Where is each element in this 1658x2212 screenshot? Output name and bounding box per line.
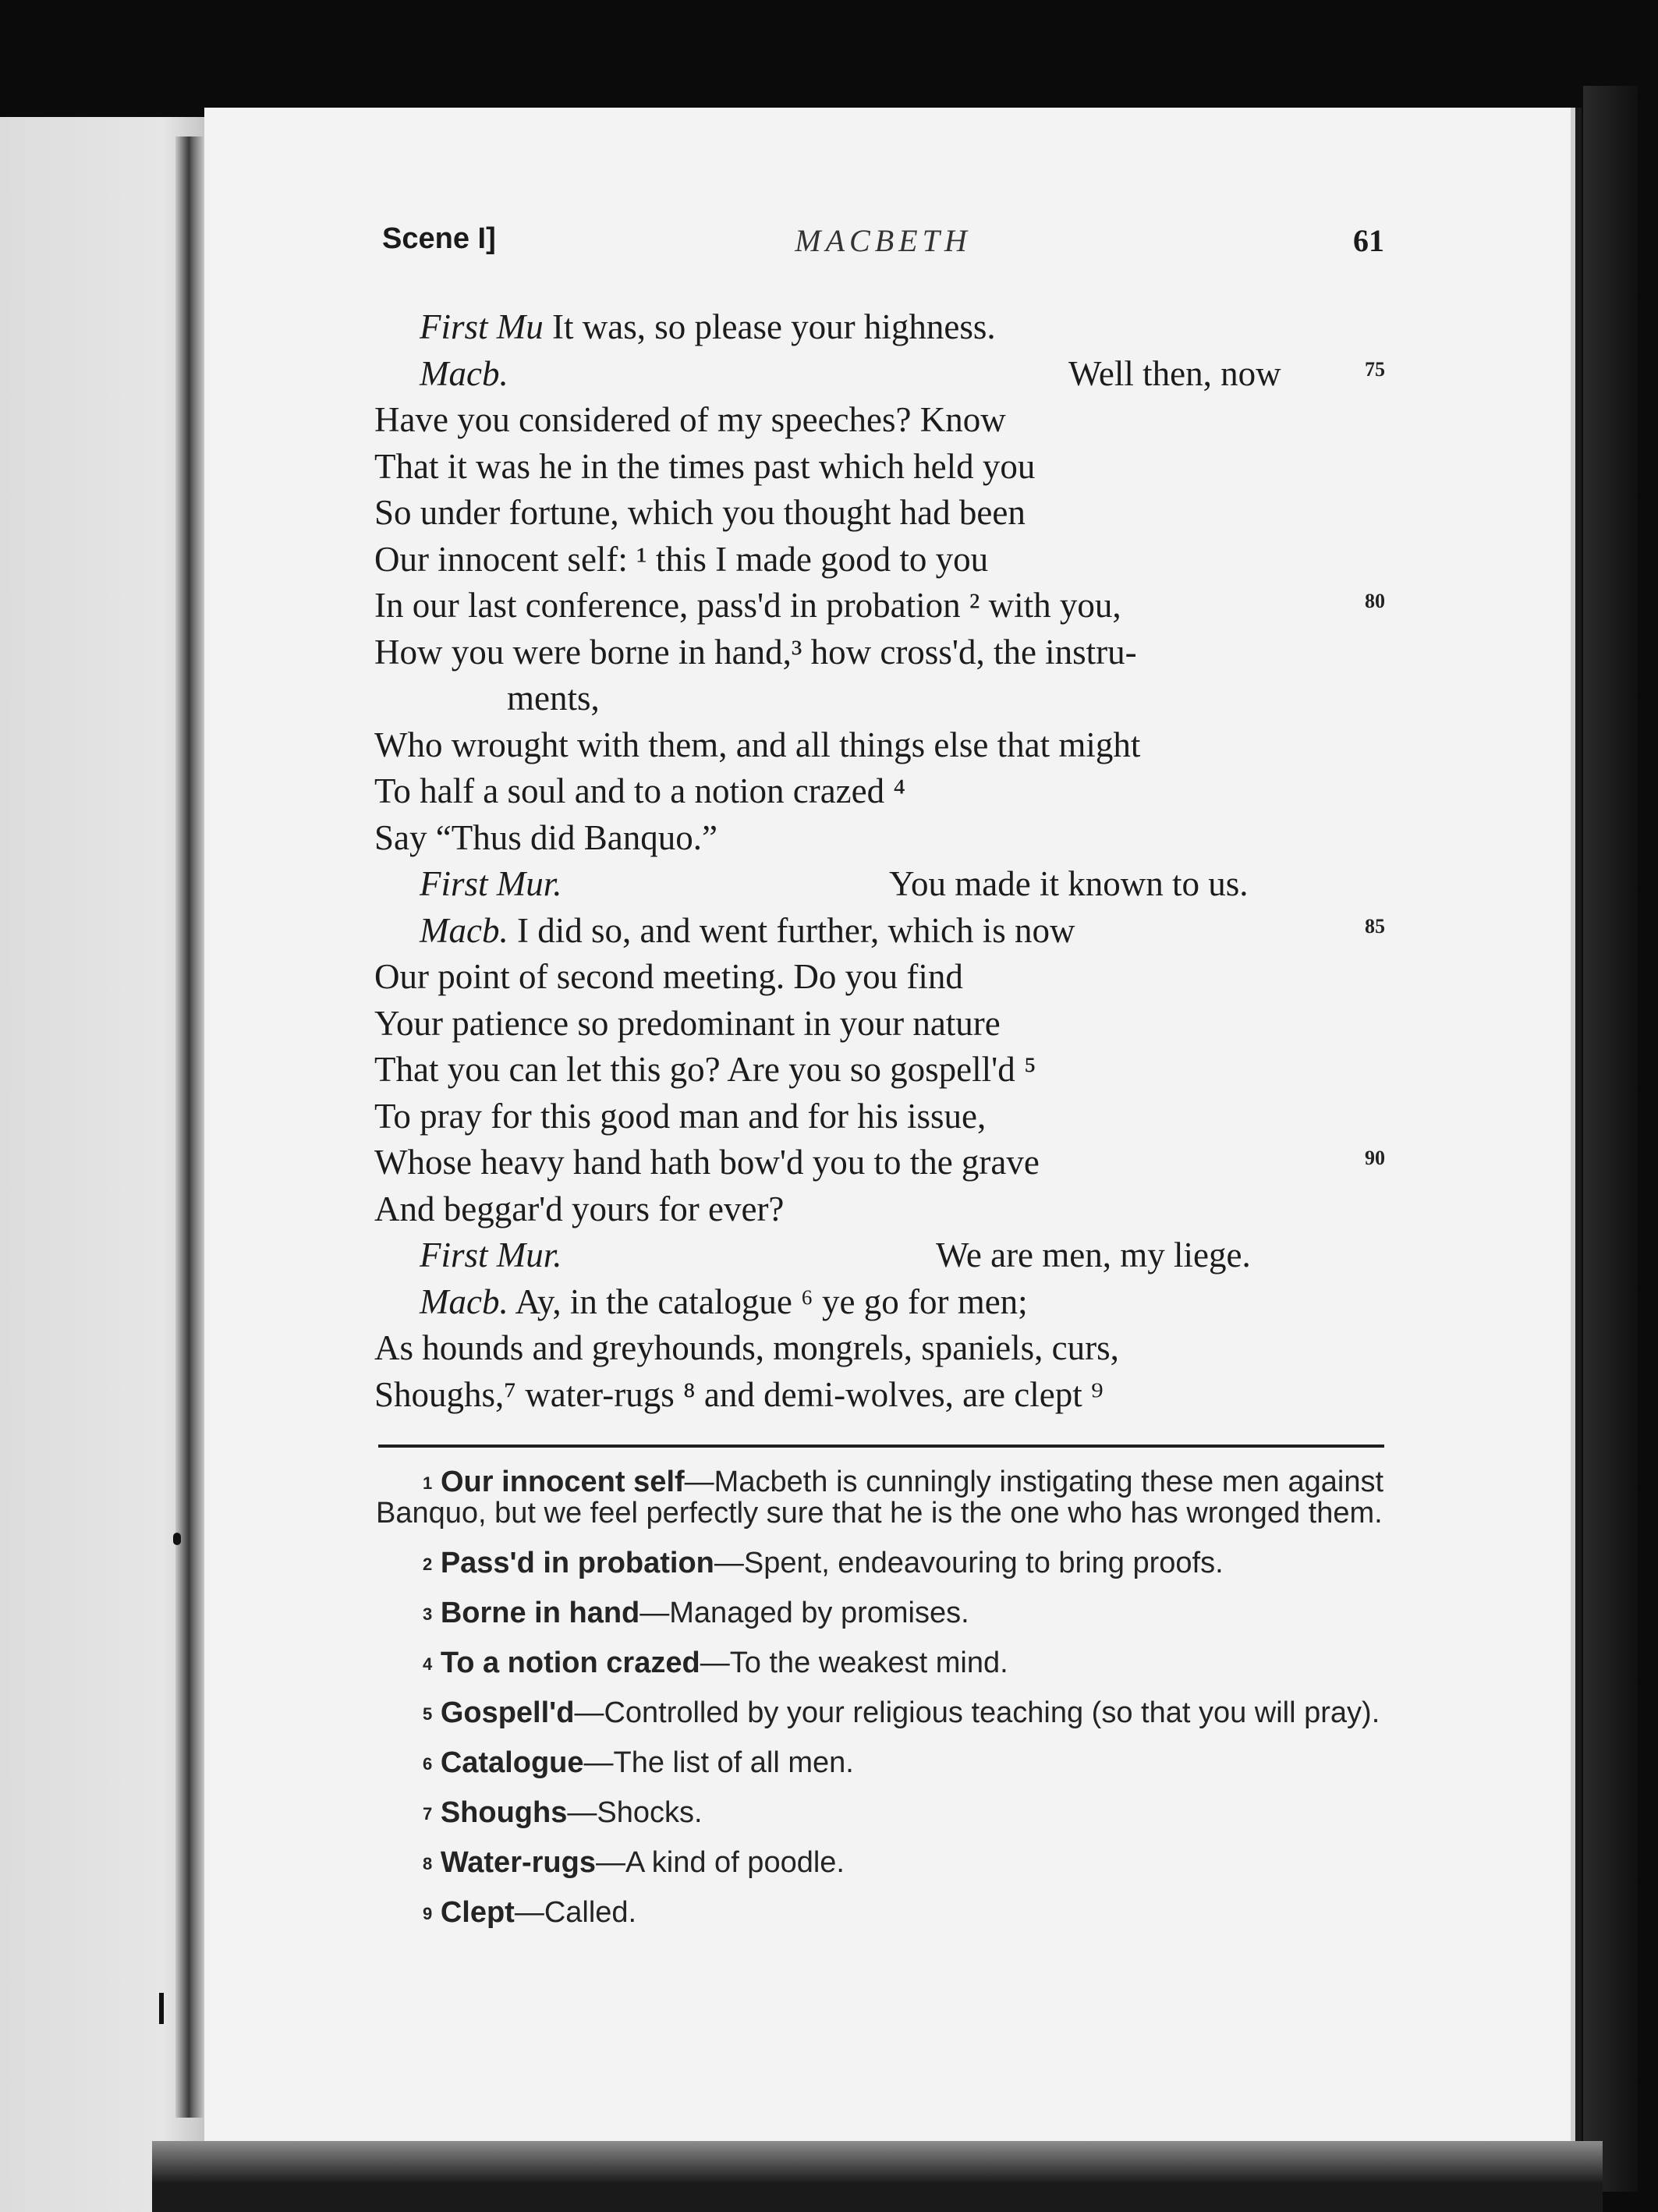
verse-line: [374, 675, 1388, 722]
footnote-text: Managed by promises.: [669, 1597, 969, 1629]
verse-text: That it was he in the times past which held you: [374, 446, 1036, 486]
verse-line: [374, 1186, 1388, 1233]
footnote: [376, 1466, 1383, 1529]
verse-line: [374, 1372, 1388, 1419]
em-dash: —: [639, 1597, 670, 1629]
verse-line: [374, 304, 1388, 351]
page-number: 61: [1353, 223, 1384, 258]
verse-text: Our point of second meeting. Do you find: [374, 957, 963, 996]
footnote: [376, 1597, 1383, 1629]
speaker-name: Macb.: [420, 353, 508, 393]
verse-line: [374, 629, 1388, 676]
footnote-number: 8: [423, 1854, 433, 1873]
speaker-name: Macb.: [420, 910, 508, 950]
em-dash: —: [595, 1846, 625, 1879]
verse-line: [374, 1001, 1388, 1048]
verse-text: You made it known to us.: [889, 864, 1249, 903]
line-number: 85: [1365, 914, 1385, 938]
verse-text: So under fortune, which you thought had been: [374, 493, 1026, 532]
footnote-term: To a notion crazed: [440, 1647, 700, 1679]
verse-line: [374, 1279, 1388, 1326]
verse-text: It was, so please your highness.: [543, 307, 996, 346]
verse-line: [374, 1325, 1388, 1372]
verse-text: Say “Thus did Banquo.”: [374, 817, 717, 857]
speaker-name: First Mu: [420, 307, 544, 346]
verse-line: [374, 1094, 1388, 1140]
verse-line: [374, 861, 1388, 908]
footnote-number: 3: [423, 1604, 433, 1624]
em-dash: —: [714, 1547, 744, 1579]
footnote-text: A kind of poodle.: [625, 1846, 845, 1879]
verse-text: In our last conference, pass'd in probation ² with you,: [374, 586, 1121, 625]
verse-text: How you were borne in hand,³ how cross'd, the instru-: [374, 632, 1137, 672]
verse-text: And beggar'd yours for ever?: [374, 1189, 785, 1228]
footnote-rule: [378, 1445, 1384, 1448]
footnote-term: Shoughs: [440, 1796, 568, 1829]
footnote-text: The list of all men.: [613, 1746, 854, 1779]
footnote-term: Pass'd in probation: [440, 1547, 714, 1579]
speaker-name: First Mur.: [420, 1235, 562, 1274]
footnote-text: Controlled by your religious teaching (so that you will pray).: [604, 1696, 1380, 1729]
margin-mark: [159, 1993, 164, 2024]
verse-line: [374, 1232, 1388, 1279]
verse-text: ments,: [507, 679, 600, 718]
verse-text: To half a soul and to a notion crazed ⁴: [374, 771, 906, 810]
book-gutter: [175, 136, 205, 2118]
footnote: [376, 1697, 1383, 1728]
footnote-number: 1: [423, 1473, 433, 1493]
line-number: 75: [1365, 357, 1385, 381]
em-dash: —: [700, 1647, 730, 1679]
footnote-number: 9: [423, 1904, 433, 1923]
verse-text: Our innocent self: ¹ this I made good to you: [374, 539, 989, 579]
footnote-term: Catalogue: [440, 1746, 584, 1779]
running-header: [382, 222, 1384, 269]
scene-label: Scene I]: [382, 222, 496, 255]
verse-text: Who wrought with them, and all things else that might: [374, 725, 1141, 764]
footnote: [376, 1747, 1383, 1778]
verse-block: [374, 304, 1388, 1418]
em-dash: —: [567, 1796, 597, 1829]
verse-line: [374, 537, 1388, 583]
verse-line: [374, 444, 1388, 491]
verse-text: Shoughs,⁷ water-rugs ⁸ and demi-wolves, are clept ⁹: [374, 1374, 1104, 1414]
verse-text: Well then, now: [1068, 353, 1281, 393]
footnote-number: 4: [423, 1654, 433, 1674]
verse-text: Whose heavy hand hath bow'd you to the grave: [374, 1143, 1040, 1182]
verse-line: [374, 908, 1388, 955]
page-bottom-shadow: [152, 2141, 1603, 2212]
footnote-number: 7: [423, 1804, 433, 1824]
book-cover-edge: [1583, 86, 1638, 2192]
em-dash: —: [583, 1746, 614, 1779]
footnote-term: Clept: [440, 1896, 515, 1929]
verse-line: [374, 351, 1388, 398]
footnote: [376, 1847, 1383, 1878]
verse-line: [374, 490, 1388, 537]
margin-mark: [173, 1533, 181, 1545]
verse-text: Ay, in the catalogue ⁶ ye go for men;: [508, 1281, 1028, 1321]
speaker-name: Macb.: [420, 1281, 508, 1321]
speaker-name: First Mur.: [420, 864, 562, 903]
verse-line: [374, 397, 1388, 444]
footnote-term: Our innocent self: [440, 1466, 685, 1498]
verse-line: [374, 1140, 1388, 1186]
verse-text: That you can let this go? Are you so gospell'd ⁵: [374, 1050, 1036, 1089]
footnote-number: 2: [423, 1554, 433, 1574]
footnote-number: 6: [423, 1754, 433, 1774]
em-dash: —: [514, 1896, 544, 1929]
footnote-number: 5: [423, 1704, 433, 1724]
footnote-term: Water-rugs: [440, 1846, 596, 1879]
footnote-text: Called.: [544, 1896, 637, 1929]
verse-text: We are men, my liege.: [936, 1235, 1251, 1274]
verse-line: [374, 815, 1388, 862]
footnote-text: Macbeth is cunningly instigating these men against Banquo, but we feel perfectly sure that he is the one who has wronged them.: [376, 1466, 1384, 1530]
footnote-text: Shocks.: [597, 1796, 703, 1829]
footnote-term: Borne in hand: [440, 1597, 640, 1629]
footnote: [376, 1647, 1383, 1678]
footnotes: [376, 1466, 1383, 1947]
verse-line: [374, 1047, 1388, 1094]
footnote-term: Gospell'd: [440, 1696, 575, 1729]
footnote-text: To the weakest mind.: [729, 1647, 1008, 1679]
footnote-text: Spent, endeavouring to bring proofs.: [743, 1547, 1224, 1579]
em-dash: —: [684, 1466, 714, 1498]
verse-text: I did so, and went further, which is now: [508, 910, 1075, 950]
verse-text: Have you considered of my speeches? Know: [374, 400, 1006, 439]
footnote: [376, 1897, 1383, 1928]
verse-text: As hounds and greyhounds, mongrels, spaniels, curs,: [374, 1328, 1119, 1367]
verse-text: Your patience so predominant in your nature: [374, 1003, 1001, 1043]
verse-line: [374, 583, 1388, 629]
verse-line: [374, 768, 1388, 815]
verse-line: [374, 954, 1388, 1001]
play-title: MACBETH: [795, 223, 972, 258]
verse-line: [374, 722, 1388, 769]
verse-text: To pray for this good man and for his issue,: [374, 1096, 987, 1136]
em-dash: —: [574, 1696, 604, 1729]
footnote: [376, 1797, 1383, 1828]
line-number: 90: [1365, 1147, 1385, 1169]
line-number: 80: [1365, 590, 1385, 612]
footnote: [376, 1547, 1383, 1579]
